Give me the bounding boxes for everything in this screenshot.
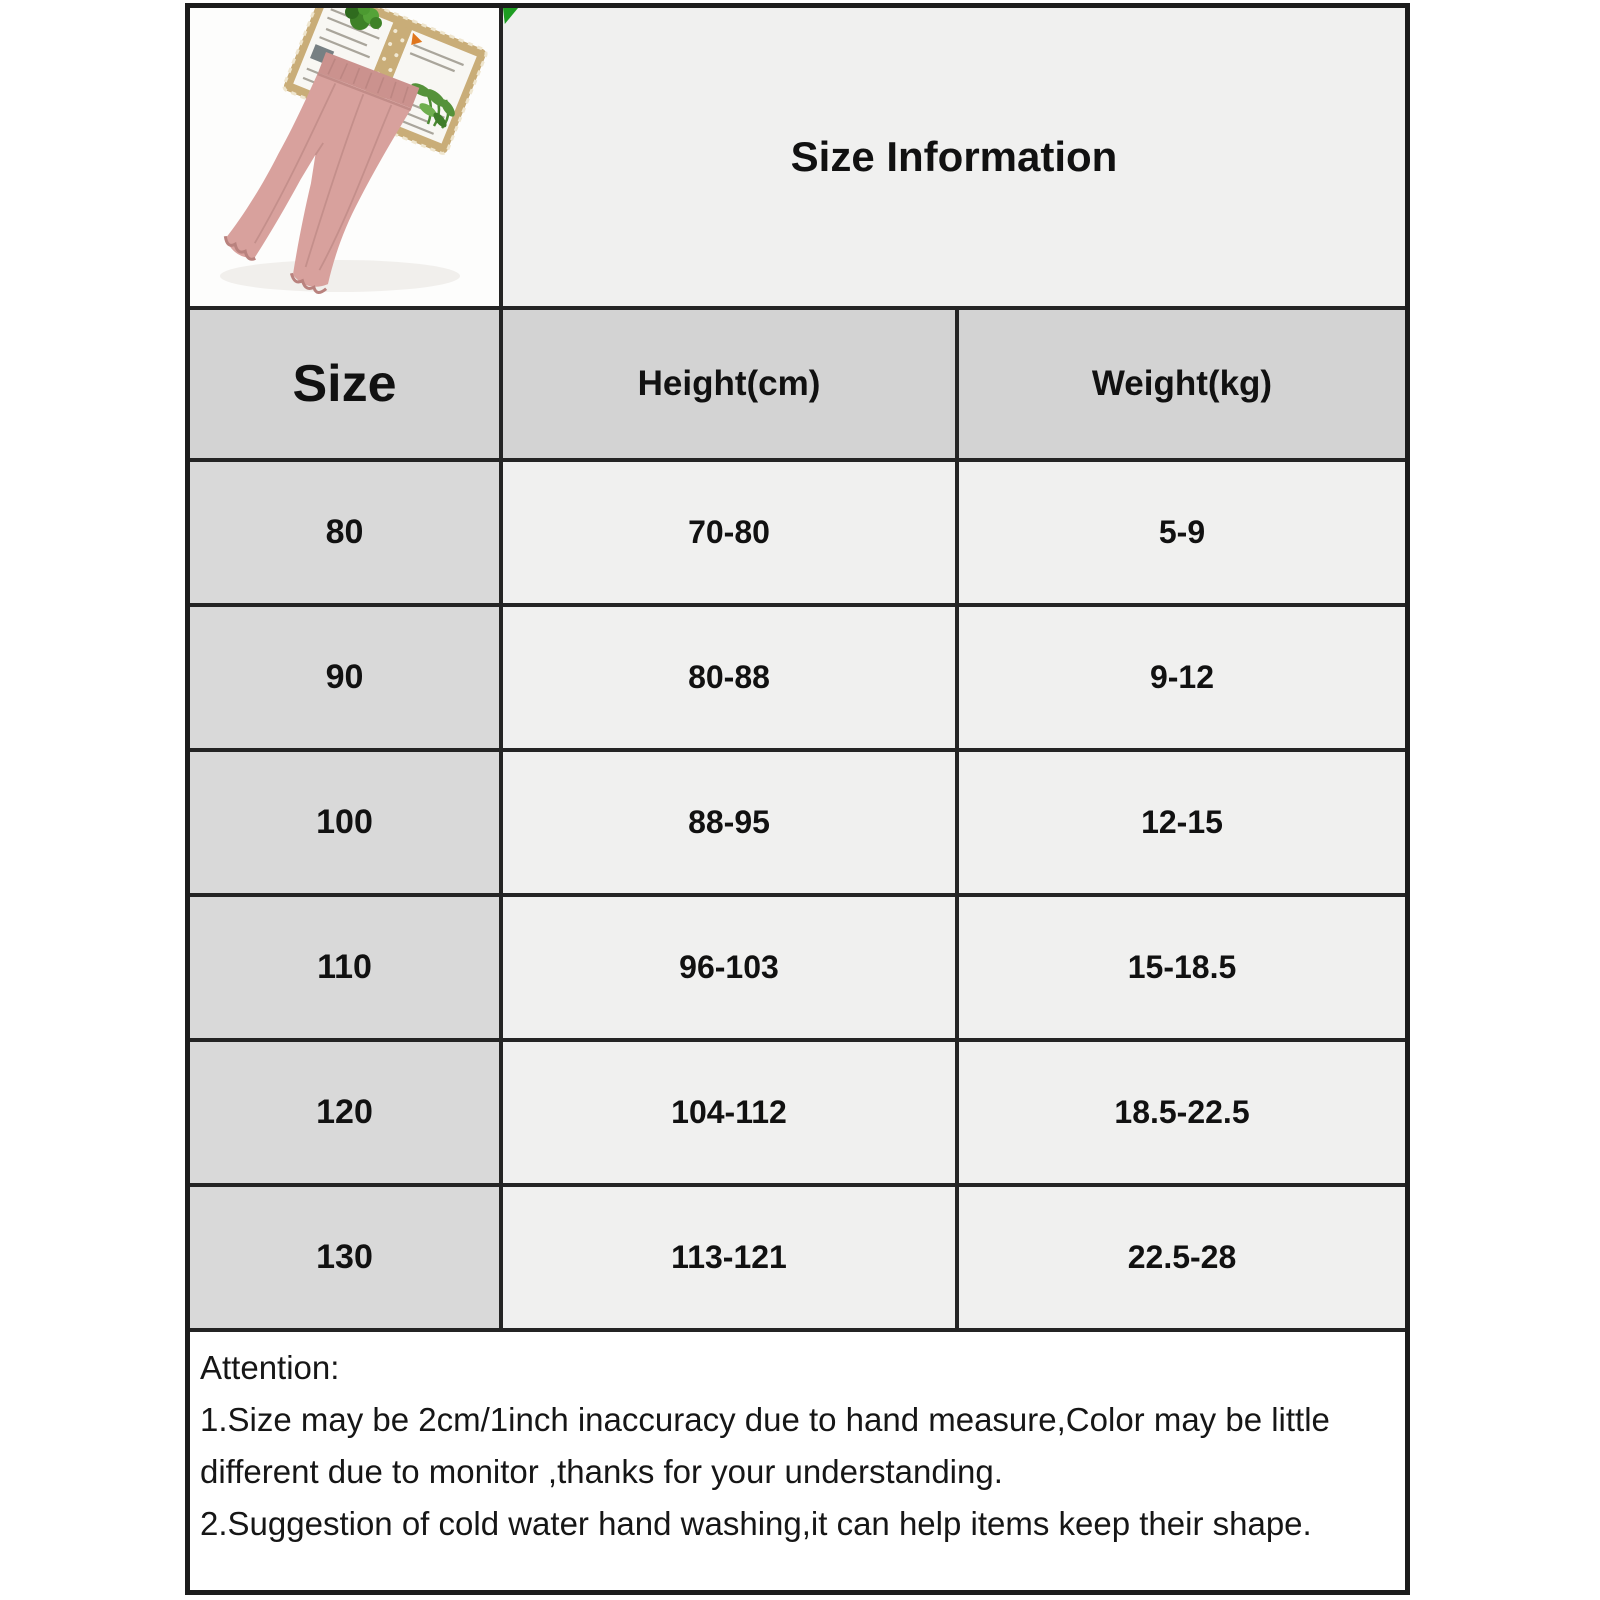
table-row-weight: 12-15 — [959, 752, 1405, 893]
table-row-size: 110 — [190, 897, 499, 1038]
table-row-size: 120 — [190, 1042, 499, 1183]
column-header-weight: Weight(kg) — [959, 310, 1405, 458]
column-header-height: Height(cm) — [503, 310, 955, 458]
table-row-weight: 15-18.5 — [959, 897, 1405, 1038]
column-header-size: Size — [190, 310, 499, 458]
table-row-size: 100 — [190, 752, 499, 893]
table-row-height: 113-121 — [503, 1187, 955, 1328]
attention-heading: Attention: — [200, 1349, 340, 1386]
attention-note — [190, 1332, 1405, 1590]
size-chart-sheet — [185, 3, 1410, 1595]
table-row-weight: 18.5-22.5 — [959, 1042, 1405, 1183]
table-row-size: 90 — [190, 607, 499, 748]
table-row-weight: 9-12 — [959, 607, 1405, 748]
table-row-size: 130 — [190, 1187, 499, 1328]
table-row-weight: 5-9 — [959, 462, 1405, 603]
table-row-height: 88-95 — [503, 752, 955, 893]
table-row-height: 104-112 — [503, 1042, 955, 1183]
product-photo-illustration — [190, 8, 499, 306]
green-corner-flag — [503, 8, 518, 24]
table-row-height: 80-88 — [503, 607, 955, 748]
page-title: Size Information — [790, 133, 1118, 180]
size-information-title-cell — [503, 8, 1405, 306]
table-row-weight: 22.5-28 — [959, 1187, 1405, 1328]
table-row-size: 80 — [190, 462, 499, 603]
table-row-height: 96-103 — [503, 897, 955, 1038]
attention-note-1: 1.Size may be 2cm/1inch inaccuracy due to hand measure,Color may be little different due to monitor ,thanks for your understanding. — [200, 1401, 1330, 1490]
table-row-height: 70-80 — [503, 462, 955, 603]
product-photo — [190, 8, 499, 306]
attention-note-2: 2.Suggestion of cold water hand washing,it can help items keep their shape. — [200, 1505, 1312, 1542]
